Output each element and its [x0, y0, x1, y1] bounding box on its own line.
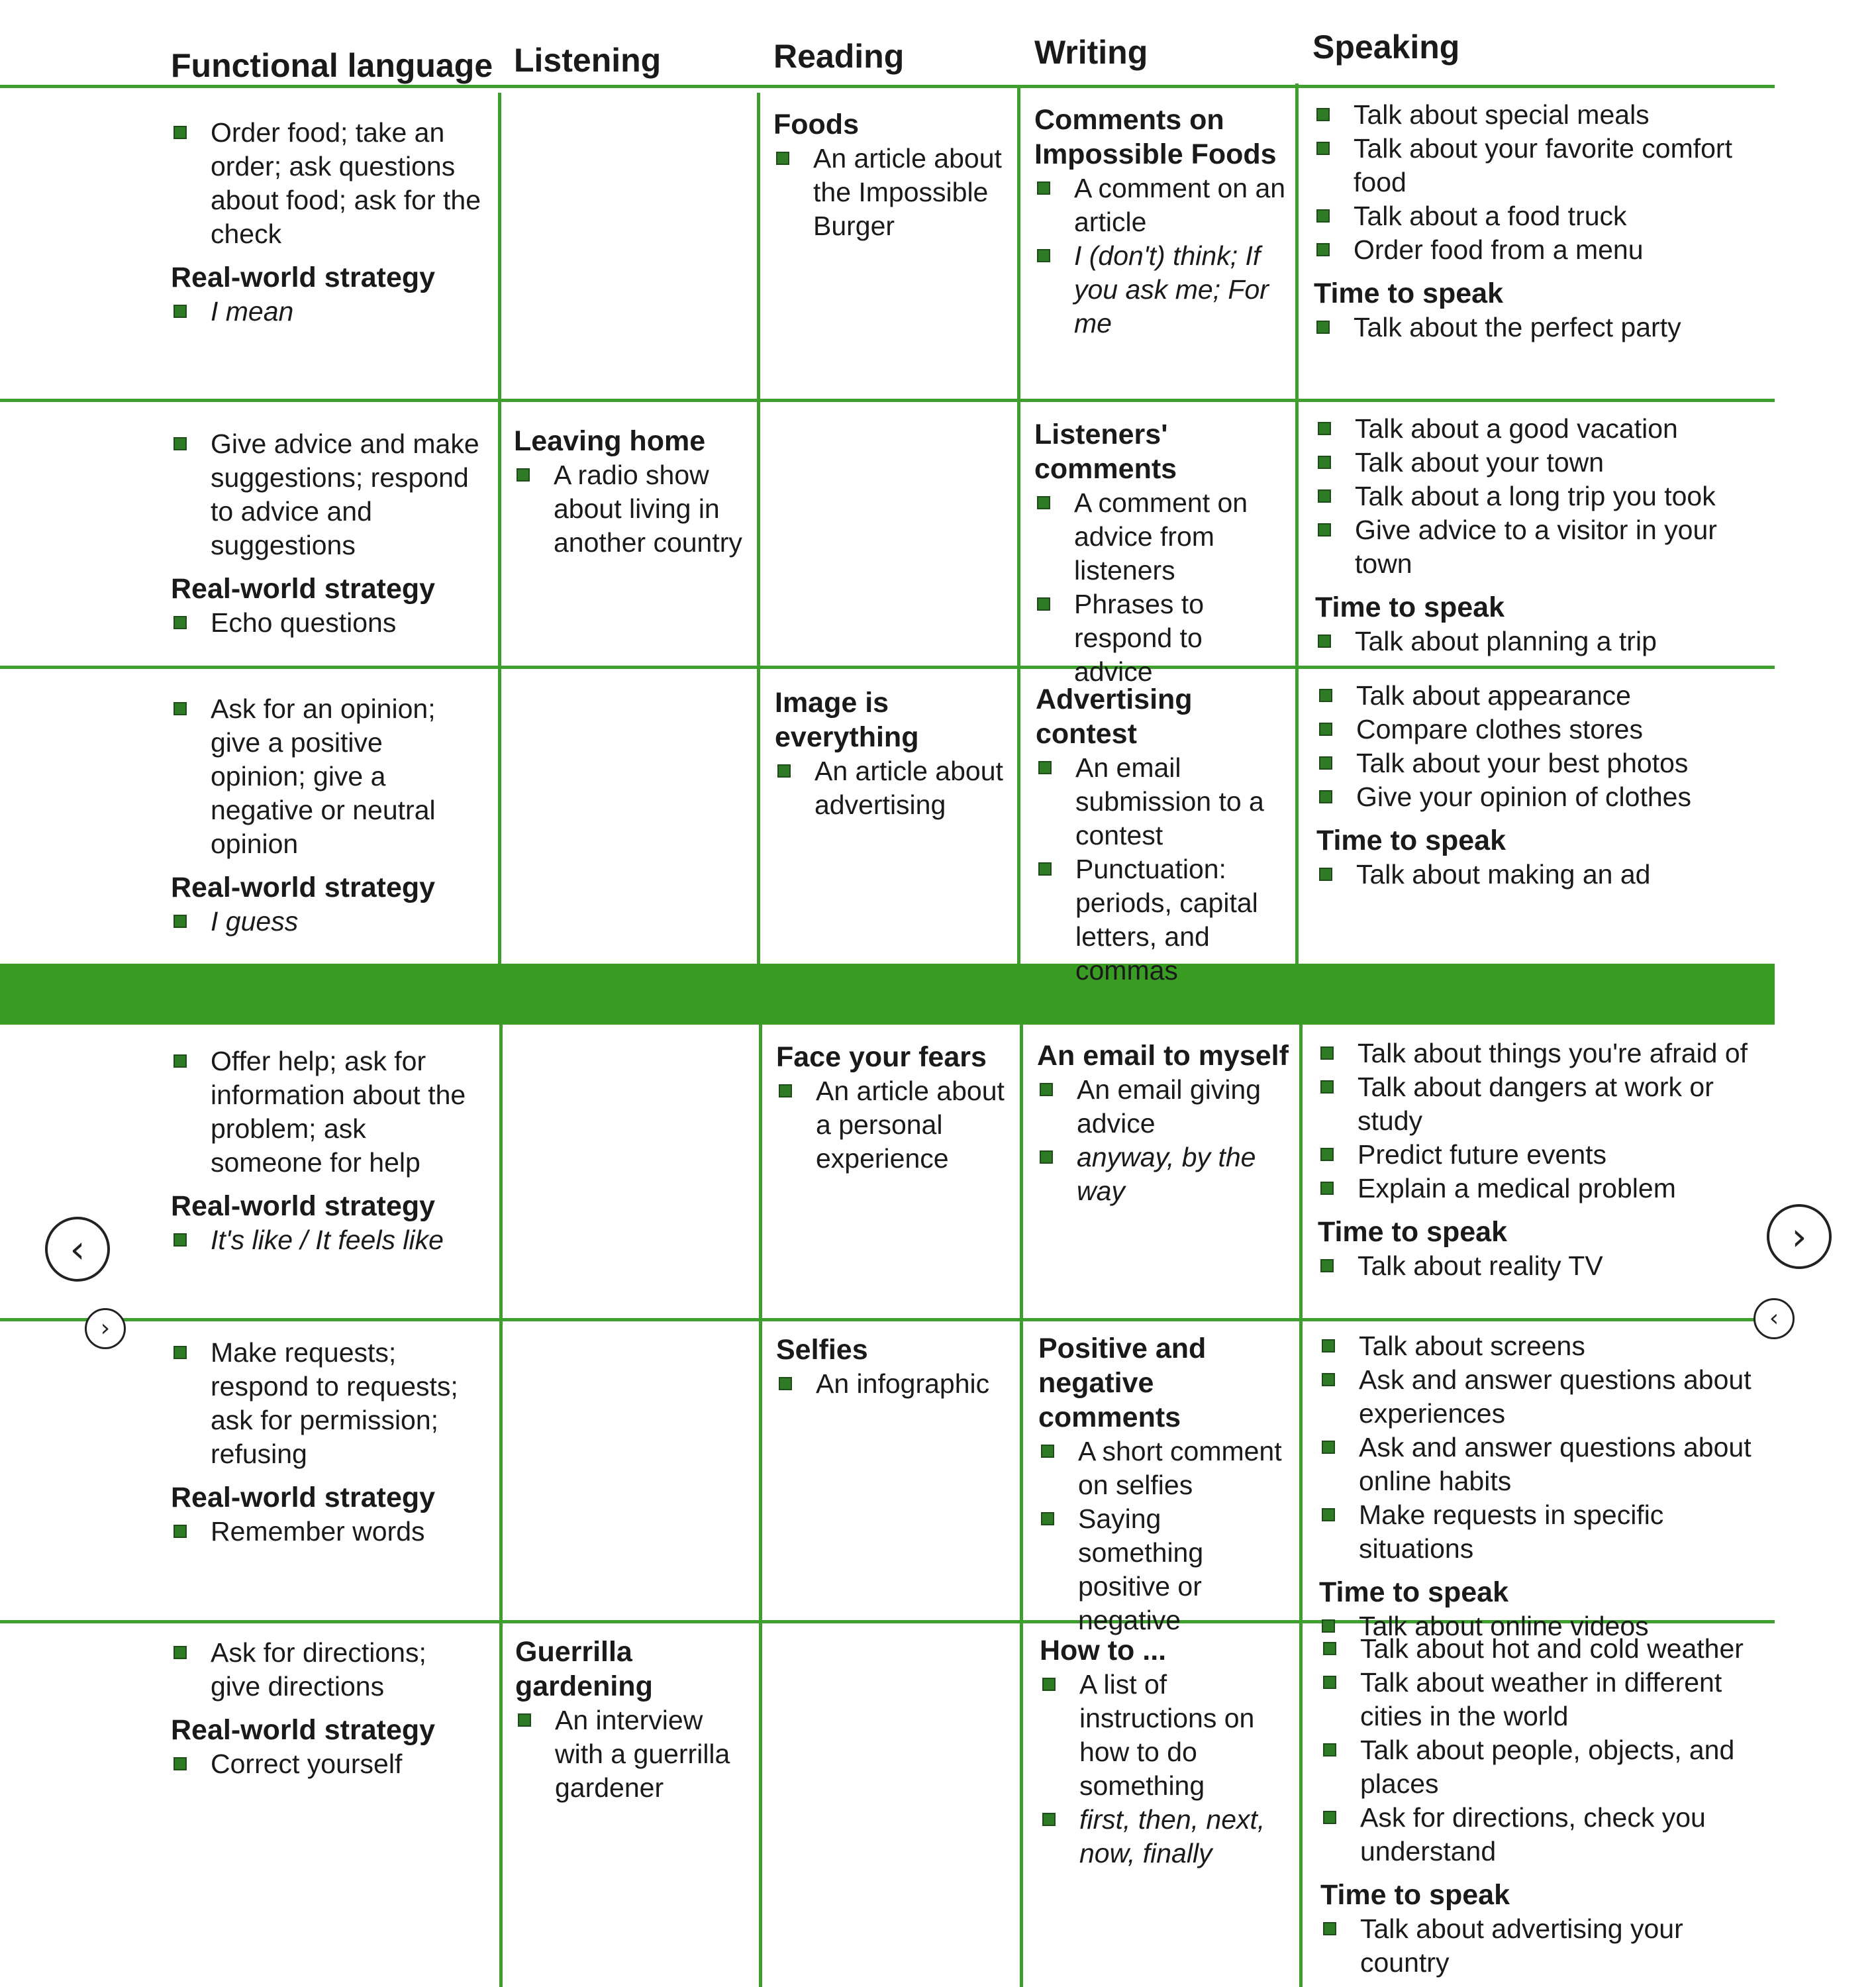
bullet-icon — [1323, 1922, 1336, 1935]
bullet-icon — [1316, 243, 1330, 256]
list-item: Offer help; ask for information about the problem; ask someone for help — [171, 1044, 482, 1180]
bullet-icon — [1320, 1080, 1334, 1094]
bullet-icon — [776, 152, 789, 165]
next-page-button[interactable] — [1767, 1204, 1832, 1269]
list-item: Phrases to respond to advice — [1034, 587, 1286, 689]
chevron-right-icon: › — [1791, 1214, 1807, 1259]
bullet-icon — [1040, 1150, 1053, 1164]
col-rule-3b — [1020, 1025, 1023, 1987]
time-to-speak-heading: Time to speak — [1316, 825, 1506, 856]
row2-listening — [514, 424, 752, 560]
list-item: Make requests; respond to requests; ask for permission; refusing — [171, 1336, 482, 1471]
list-item: first, then, next, now, finally — [1040, 1803, 1295, 1870]
list-item: A radio show about living in another country — [514, 458, 752, 560]
list-item: An interview with a guerrilla gardener — [515, 1704, 754, 1805]
list-item: I (don't) think; If you ask me; For me — [1034, 239, 1286, 340]
bullet-icon — [1037, 181, 1050, 195]
list-item: Explain a medical problem — [1318, 1172, 1768, 1205]
bullet-icon — [1323, 1811, 1336, 1824]
list-item: Ask for an opinion; give a positive opinion; give a negative or neutral opinion — [171, 692, 482, 861]
list-item: Talk about screens — [1319, 1329, 1769, 1363]
reading-title: Foods — [773, 109, 859, 140]
list-item: Talk about your best photos — [1316, 746, 1767, 780]
bullet-icon — [173, 915, 187, 928]
list-item: Ask and answer questions about online habits — [1319, 1431, 1769, 1498]
list-item: Talk about a good vacation — [1315, 412, 1765, 446]
bullet-icon — [173, 437, 187, 450]
list-item: Give advice to a visitor in your town — [1315, 513, 1765, 581]
strategy-heading: Real-world strategy — [171, 262, 436, 293]
bullet-icon — [173, 1646, 187, 1659]
bullet-icon — [1319, 689, 1332, 702]
bullet-icon — [1319, 868, 1332, 881]
bullet-icon — [1041, 1445, 1054, 1458]
list-item: Talk about reality TV — [1318, 1249, 1768, 1283]
strategy-heading: Real-world strategy — [171, 1482, 436, 1513]
listening-title: Guerrilla gardening — [515, 1636, 653, 1702]
list-item: Echo questions — [171, 606, 482, 640]
list-item: Correct yourself — [171, 1747, 482, 1781]
bullet-icon — [1318, 635, 1331, 648]
row5-functional — [171, 1336, 482, 1549]
rule-row-4 — [0, 1318, 1775, 1321]
bullet-icon — [1320, 1148, 1334, 1161]
col-rule-1 — [498, 93, 501, 964]
unit-divider-band — [0, 964, 1775, 1025]
bullet-icon — [1038, 761, 1052, 774]
chevron-left-icon: ‹ — [1769, 1305, 1779, 1332]
list-item: I guess — [171, 905, 482, 939]
list-item: Give your opinion of clothes — [1316, 780, 1767, 814]
writing-title: Listeners' comments — [1034, 419, 1177, 485]
row5-writing — [1038, 1331, 1293, 1637]
reading-title: Selfies — [776, 1334, 868, 1366]
header-reading: Reading — [773, 38, 905, 75]
list-item: Talk about advertising your country — [1320, 1912, 1771, 1980]
bullet-icon — [1318, 489, 1331, 503]
bullet-icon — [1316, 321, 1330, 334]
row1-functional — [171, 116, 482, 329]
header-speaking: Speaking — [1312, 28, 1460, 66]
list-item: Talk about weather in different cities in the world — [1320, 1666, 1771, 1733]
bullet-icon — [173, 1757, 187, 1770]
bullet-icon — [517, 468, 530, 482]
bullet-icon — [1316, 142, 1330, 155]
bullet-icon — [1316, 108, 1330, 121]
row3-functional — [171, 692, 482, 939]
bullet-icon — [1040, 1083, 1053, 1096]
bullet-icon — [1037, 249, 1050, 262]
row3-reading — [775, 686, 1007, 822]
time-to-speak-heading: Time to speak — [1318, 1216, 1507, 1248]
list-item: Talk about hot and cold weather — [1320, 1632, 1771, 1666]
bullet-icon — [173, 126, 187, 139]
bullet-icon — [1318, 523, 1331, 536]
chevron-right-icon: › — [100, 1315, 111, 1342]
list-item: Talk about things you're afraid of — [1318, 1037, 1768, 1070]
row2-functional — [171, 427, 482, 640]
bullet-icon — [1320, 1259, 1334, 1272]
header-writing: Writing — [1034, 34, 1148, 71]
list-item: anyway, by the way — [1037, 1141, 1292, 1208]
prev-small-button[interactable] — [1753, 1298, 1795, 1339]
writing-title: An email to myself — [1037, 1040, 1289, 1072]
bullet-icon — [777, 764, 791, 778]
list-item: Talk about dangers at work or study — [1318, 1070, 1768, 1138]
bullet-icon — [1320, 1182, 1334, 1195]
strategy-heading: Real-world strategy — [171, 872, 436, 903]
bullet-icon — [173, 702, 187, 715]
list-item: Talk about people, objects, and places — [1320, 1733, 1771, 1801]
bullet-icon — [1319, 756, 1332, 770]
col-rule-2b — [759, 1025, 762, 1987]
bullet-icon — [1322, 1508, 1335, 1521]
strategy-heading: Real-world strategy — [171, 1714, 436, 1746]
bullet-icon — [1323, 1642, 1336, 1655]
list-item: Remember words — [171, 1515, 482, 1549]
bullet-icon — [173, 1233, 187, 1247]
bullet-icon — [173, 1525, 187, 1538]
list-item: A list of instructions on how to do something — [1040, 1668, 1295, 1803]
bullet-icon — [173, 1054, 187, 1068]
list-item: An article about advertising — [775, 754, 1007, 822]
col-rule-3 — [1017, 87, 1020, 964]
writing-title: Comments on Impossible Foods — [1034, 104, 1277, 170]
time-to-speak-heading: Time to speak — [1314, 278, 1503, 309]
bullet-icon — [1318, 422, 1331, 435]
bullet-icon — [518, 1713, 531, 1727]
list-item: Saying something positive or negative — [1038, 1502, 1293, 1637]
list-item: Talk about planning a trip — [1315, 625, 1765, 658]
row3-writing — [1036, 682, 1291, 988]
strategy-heading: Real-world strategy — [171, 1190, 436, 1222]
row6-listening — [515, 1635, 754, 1805]
bullet-icon — [1041, 1512, 1054, 1525]
list-item: An infographic — [776, 1367, 1008, 1401]
writing-title: Advertising contest — [1036, 684, 1193, 750]
bullet-icon — [1316, 209, 1330, 223]
list-item: An article about the Impossible Burger — [773, 142, 1005, 243]
row6-writing — [1040, 1633, 1295, 1870]
list-item: Give advice and make suggestions; respond to advice and suggestions — [171, 427, 482, 562]
bullet-icon — [1037, 496, 1050, 509]
time-to-speak-heading: Time to speak — [1319, 1576, 1508, 1608]
prev-page-button[interactable] — [45, 1217, 110, 1282]
list-item: Talk about your favorite comfort food — [1314, 132, 1764, 199]
bullet-icon — [1323, 1676, 1336, 1689]
row1-writing — [1034, 103, 1286, 340]
bullet-icon — [1037, 597, 1050, 611]
bullet-icon — [1322, 1619, 1335, 1633]
rule-top — [0, 85, 1775, 88]
rule-row-2 — [0, 666, 1775, 669]
list-item: A comment on an article — [1034, 172, 1286, 239]
list-item: A short comment on selfies — [1038, 1435, 1293, 1502]
header-functional-language: Functional language — [171, 47, 493, 84]
bullet-icon — [779, 1377, 792, 1390]
bullet-icon — [1319, 723, 1332, 736]
list-item: Talk about appearance — [1316, 679, 1767, 713]
row4-functional — [171, 1044, 482, 1257]
bullet-icon — [1322, 1339, 1335, 1352]
bullet-icon — [1042, 1813, 1056, 1826]
time-to-speak-heading: Time to speak — [1315, 591, 1505, 623]
list-item: Make requests in specific situations — [1319, 1498, 1769, 1566]
row2-speaking — [1315, 412, 1765, 658]
row1-speaking — [1314, 98, 1764, 344]
bullet-icon — [173, 1346, 187, 1359]
list-item: Talk about online videos — [1319, 1609, 1769, 1643]
header-listening: Listening — [514, 42, 662, 79]
list-item: Ask for directions, check you understand — [1320, 1801, 1771, 1868]
bullet-icon — [1318, 456, 1331, 469]
row6-functional — [171, 1636, 482, 1781]
col-rule-2 — [757, 93, 760, 964]
list-item: An email giving advice — [1037, 1073, 1292, 1141]
list-item: Talk about a food truck — [1314, 199, 1764, 233]
list-item: Talk about making an ad — [1316, 858, 1767, 892]
bullet-icon — [173, 616, 187, 629]
time-to-speak-heading: Time to speak — [1320, 1879, 1510, 1911]
bullet-icon — [1319, 790, 1332, 803]
bullet-icon — [173, 305, 187, 318]
row5-speaking — [1319, 1329, 1769, 1643]
col-rule-4 — [1295, 83, 1299, 964]
list-item: An email submission to a contest — [1036, 751, 1291, 852]
bullet-icon — [1042, 1678, 1056, 1691]
list-item: Talk about the perfect party — [1314, 311, 1764, 344]
chevron-left-icon: ‹ — [70, 1227, 85, 1272]
writing-title: How to ... — [1040, 1635, 1167, 1666]
bullet-icon — [1322, 1441, 1335, 1454]
reading-title: Face your fears — [776, 1041, 987, 1073]
next-small-button[interactable] — [85, 1308, 126, 1349]
writing-title: Positive and negative comments — [1038, 1333, 1207, 1433]
rule-row-1 — [0, 399, 1775, 402]
row4-reading — [776, 1040, 1008, 1176]
bullet-icon — [1038, 862, 1052, 876]
bullet-icon — [1320, 1046, 1334, 1060]
list-item: Compare clothes stores — [1316, 713, 1767, 746]
list-item: Punctuation: periods, capital letters, and commas — [1036, 852, 1291, 988]
list-item: Order food; take an order; ask questions about food; ask for the check — [171, 116, 482, 251]
row4-writing — [1037, 1039, 1292, 1208]
row2-writing — [1034, 417, 1286, 689]
reading-title: Image is everything — [775, 687, 919, 753]
row4-speaking — [1318, 1037, 1768, 1283]
list-item: An article about a personal experience — [776, 1074, 1008, 1176]
list-item: Talk about your town — [1315, 446, 1765, 480]
list-item: Order food from a menu — [1314, 233, 1764, 267]
listening-title: Leaving home — [514, 425, 706, 457]
list-item: A comment on advice from listeners — [1034, 486, 1286, 587]
list-item: I mean — [171, 295, 482, 329]
list-item: Talk about a long trip you took — [1315, 480, 1765, 513]
row1-reading — [773, 107, 1005, 243]
col-rule-1b — [499, 1025, 503, 1987]
row3-speaking — [1316, 679, 1767, 892]
list-item: Predict future events — [1318, 1138, 1768, 1172]
row5-reading — [776, 1333, 1008, 1401]
list-item: It's like / It feels like — [171, 1223, 482, 1257]
strategy-heading: Real-world strategy — [171, 573, 436, 605]
bullet-icon — [1323, 1743, 1336, 1757]
list-item: Ask and answer questions about experiences — [1319, 1363, 1769, 1431]
col-rule-4b — [1299, 1025, 1303, 1987]
row6-speaking — [1320, 1632, 1771, 1980]
list-item: Talk about special meals — [1314, 98, 1764, 132]
bullet-icon — [779, 1084, 792, 1097]
list-item: Ask for directions; give directions — [171, 1636, 482, 1704]
bullet-icon — [1322, 1373, 1335, 1386]
